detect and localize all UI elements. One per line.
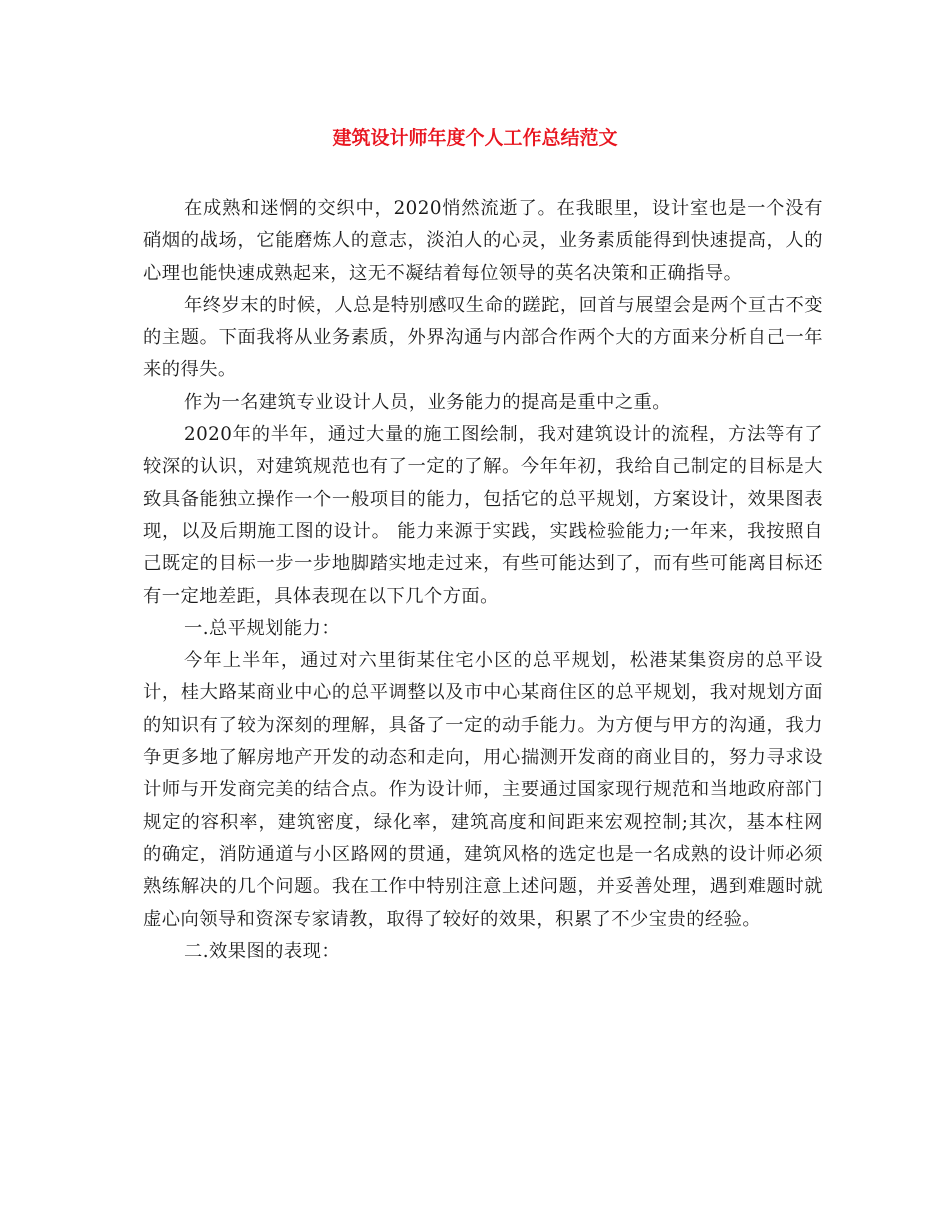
paragraph-site-planning: 今年上半年，通过对六里街某住宅小区的总平规划，松港某集资房的总平设计，桂大路某商业中心的总平调整以及市中心某商住区的总平规划，我对规划方面的知识有了较为深刻的理解，具备了一定的动手能力。为方便与甲方的沟通，我力争更多地了解房地产开发的动态和走向，用心揣测开发商的商业目的，努力寻求设计师与开发商完美的结合点。作为设计师，主要通过国家现行规范和当地政府部门规定的容积率，建筑密度，绿化率，建筑高度和间距来宏观控制;其次，基本柱网的确定，消防通道与小区路网的贯通，建筑风格的选定也是一名成熟的设计师必须熟练解决的几个问题。我在工作中特别注意上述问题，并妥善处理，遇到难题时就虚心向领导和资深专家请教，取得了较好的效果，积累了不少宝贵的经验。 [143,650,823,930]
section-heading-rendering: 二.效果图的表现： [184,940,341,962]
section-heading-site-planning: 一.总平规划能力： [184,617,341,639]
paragraph-goals: 2020年的半年，通过大量的施工图绘制，我对建筑设计的流程，方法等有了较深的认识，对建筑规范也有了一定的了解。今年年初，我给自己制定的目标是大致具备能独立操作一个一般项目的能力，包括它的总平规划，方案设计，效果图表现，以及后期施工图的设计。 能力来源于实践，实践检验能力;一年来，我按照自己既定的目标一步一步地脚踏实地走过来，有些可能达到了，而有些可能离目标还有一定地差距，具体表现在以下几个方面。 [143,424,823,607]
document-body [143,193,823,968]
paragraph-professional-ability: 作为一名建筑专业设计人员，业务能力的提高是重中之重。 [184,391,672,413]
paragraph-intro: 在成熟和迷惘的交织中，2020悄然流逝了。在我眼里，设计室也是一个没有硝烟的战场，它能磨炼人的意志，淡泊人的心灵，业务素质能得到快速提高，人的心理也能快速成熟起来，这无不凝结着每位领导的英名决策和正确指导。 [143,198,823,284]
document-title: 建筑设计师年度个人工作总结范文 [332,127,618,149]
paragraph-year-end: 年终岁末的时候，人总是特别感叹生命的蹉跎，回首与展望会是两个亘古不变的主题。下面我将从业务素质，外界沟通与内部合作两个大的方面来分析自己一年来的得失。 [143,294,823,381]
